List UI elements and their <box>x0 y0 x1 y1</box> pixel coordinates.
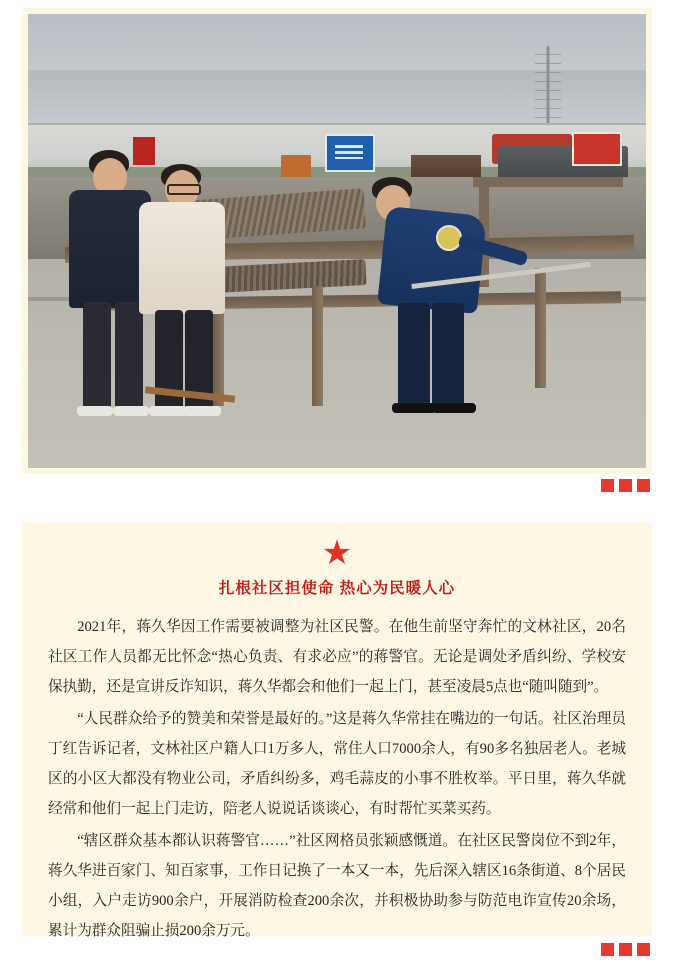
police-badge-icon <box>436 225 462 251</box>
article-paragraph-2: “人民群众给予的赞美和荣誉是最好的。”这是蒋久华常挂在嘴边的一句话。社区治理员丁红告诉记者，文林社区户籍人口1万多人，常住人口7000余人，有90多名独居老人。老城区的小区大都没有物业公司，矛盾纠纷多，鸡毛蒜皮的小事不胜枚举。平日里，蒋久华就经常和他们一起上门走访，陪老人说说话谈谈心，有时帮忙买菜买药。 <box>48 711 626 817</box>
article-paragraph-3: “辖区群众基本都认识蒋警官……”社区网格员张颖感慨道。在社区民警岗位不到2年，蒋久华进百家门、知百家事，工作日记换了一本又一本，先后深入辖区16条街道、8个居民小组，入户走访900余户，开展消防检查200余次，并积极协助参与防范电诈宣传20余场，累计为群众阻骗止损200余万元。 <box>48 833 626 939</box>
shoe-left <box>77 406 113 416</box>
article-card <box>22 522 652 939</box>
decor-square <box>637 943 650 956</box>
shoe-right <box>432 403 476 413</box>
leg-left <box>398 303 430 407</box>
person-police-officer <box>362 177 512 440</box>
rack-leg-4 <box>535 268 546 388</box>
article-paragraph-1: 2021年，蒋久华因工作需要被调整为社区民警。在他生前坚守奔忙的文林社区，20名社区工作人员都无比怀念“热心负责、有求必应”的蒋警官。无论是调处矛盾纠纷、学校安保执勤，还是宣讲反诈知识，蒋久华都会和他们一起上门，甚至凌晨5点也“随叫随到”。 <box>48 619 626 695</box>
uniform-torso <box>377 206 487 314</box>
photo-card <box>22 8 652 474</box>
rack-leg-2 <box>312 286 323 406</box>
decor-square <box>619 479 632 492</box>
shoe-left <box>149 406 187 416</box>
person-cream-jacket <box>127 164 237 445</box>
site-photo <box>28 14 646 468</box>
leg-left <box>83 302 111 410</box>
decor-squares-top <box>601 479 650 492</box>
glasses-icon <box>167 184 201 195</box>
star-decoration <box>48 536 626 570</box>
article-headline: 扎根社区担使命 热心为民暖人心 <box>218 580 456 597</box>
decor-squares-bottom <box>601 943 650 956</box>
leg-right <box>432 303 464 407</box>
decor-square <box>619 943 632 956</box>
shoe-right <box>183 406 221 416</box>
blue-site-sign <box>325 134 375 172</box>
decor-square <box>601 943 614 956</box>
decor-square <box>637 479 650 492</box>
star-icon: ★ <box>321 534 353 572</box>
red-banner-right <box>572 132 622 166</box>
shoe-left <box>392 403 436 413</box>
torso <box>139 202 225 314</box>
decor-square <box>601 479 614 492</box>
